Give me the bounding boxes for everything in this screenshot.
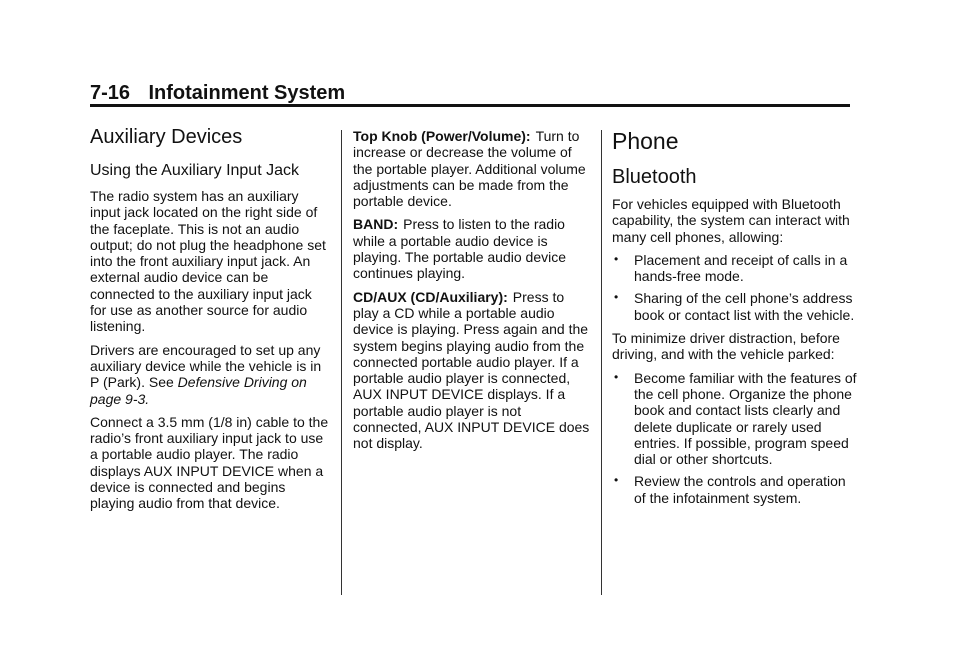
- list-item: • Review the controls and operation of the infotainment system.: [614, 473, 846, 506]
- paragraph: To minimize driver distraction, before driving, and with the vehicle parked:: [612, 330, 840, 363]
- header-rule: [90, 104, 850, 107]
- control-description: [353, 289, 591, 452]
- paragraph-text: Drivers are encouraged to set up any auxiliary device while the vehicle is in P (Park). See: [90, 341, 322, 391]
- page-header: [90, 80, 848, 106]
- control-label: CD/AUX (CD/Auxiliary):: [353, 288, 508, 305]
- column-divider: [601, 130, 602, 595]
- paragraph: The radio system has an auxiliary input jack located on the right side of the faceplate. This is not an audio output; do not plug the headphone set into the front auxiliary input jack. An external audio device can be connected to the auxiliary input jack for use as another source for audio listening.: [90, 188, 326, 335]
- column-left: [90, 124, 330, 519]
- control-label: Top Knob (Power/Volume):: [353, 128, 531, 144]
- control-description: [353, 128, 591, 209]
- control-label: BAND:: [353, 216, 399, 233]
- section-title: Infotainment System: [148, 82, 346, 104]
- column-right: [612, 124, 858, 513]
- paragraph: For vehicles equipped with Bluetooth capability, the system can interact with many cell phones, allowing:: [612, 196, 850, 245]
- control-text: Press to play a CD while a portable audio device is playing. Press again and the system begins playing audio from the connected portable audio player. If a portable audio player is connected, AUX INPUT DEVICE displays. If a portable audio player is not connected, AUX INPUT DEVICE does not display.: [353, 288, 590, 452]
- subheading-bluetooth: Bluetooth: [612, 166, 697, 188]
- bullet-icon: •: [614, 290, 619, 305]
- page-number: 7-16: [90, 82, 131, 104]
- list-item: • Placement and receipt of calls in a hands-free mode.: [614, 251, 848, 285]
- subheading-aux-input-jack: Using the Auxiliary Input Jack: [90, 162, 299, 179]
- control-description: [353, 216, 591, 281]
- control-text: Turn to increase or decrease the volume of the portable player. Additional volume adjustments can be made from the portable device.: [353, 128, 586, 210]
- column-middle: [353, 128, 591, 459]
- paragraph: [90, 342, 330, 407]
- bullet-icon: •: [614, 251, 619, 266]
- list-item: • Become familiar with the features of the cell phone. Organize the phone book and contact lists clearly and delete duplicate or rarely used entries. If possible, program speed dial or other shortcuts.: [614, 369, 857, 468]
- heading-phone: Phone: [612, 128, 679, 154]
- column-divider: [341, 130, 342, 595]
- bullet-icon: •: [614, 369, 619, 384]
- bullet-icon: •: [614, 473, 619, 488]
- cross-reference-link[interactable]: Defensive Driving on page 9-3.: [90, 374, 307, 407]
- control-text: Press to listen to the radio while a portable audio device is playing. The portable audio device continues playing.: [353, 216, 567, 282]
- heading-auxiliary-devices: Auxiliary Devices: [90, 126, 243, 148]
- bullet-list: [612, 370, 858, 506]
- paragraph: Connect a 3.5 mm (1/8 in) cable to the radio’s front auxiliary input jack to use a portable audio player. The radio displays AUX INPUT DEVICE when a device is connected and begins playing audio from that device.: [90, 413, 329, 512]
- list-item: • Sharing of the cell phone’s address book or contact list with the vehicle.: [614, 290, 855, 323]
- bullet-list: [612, 252, 858, 323]
